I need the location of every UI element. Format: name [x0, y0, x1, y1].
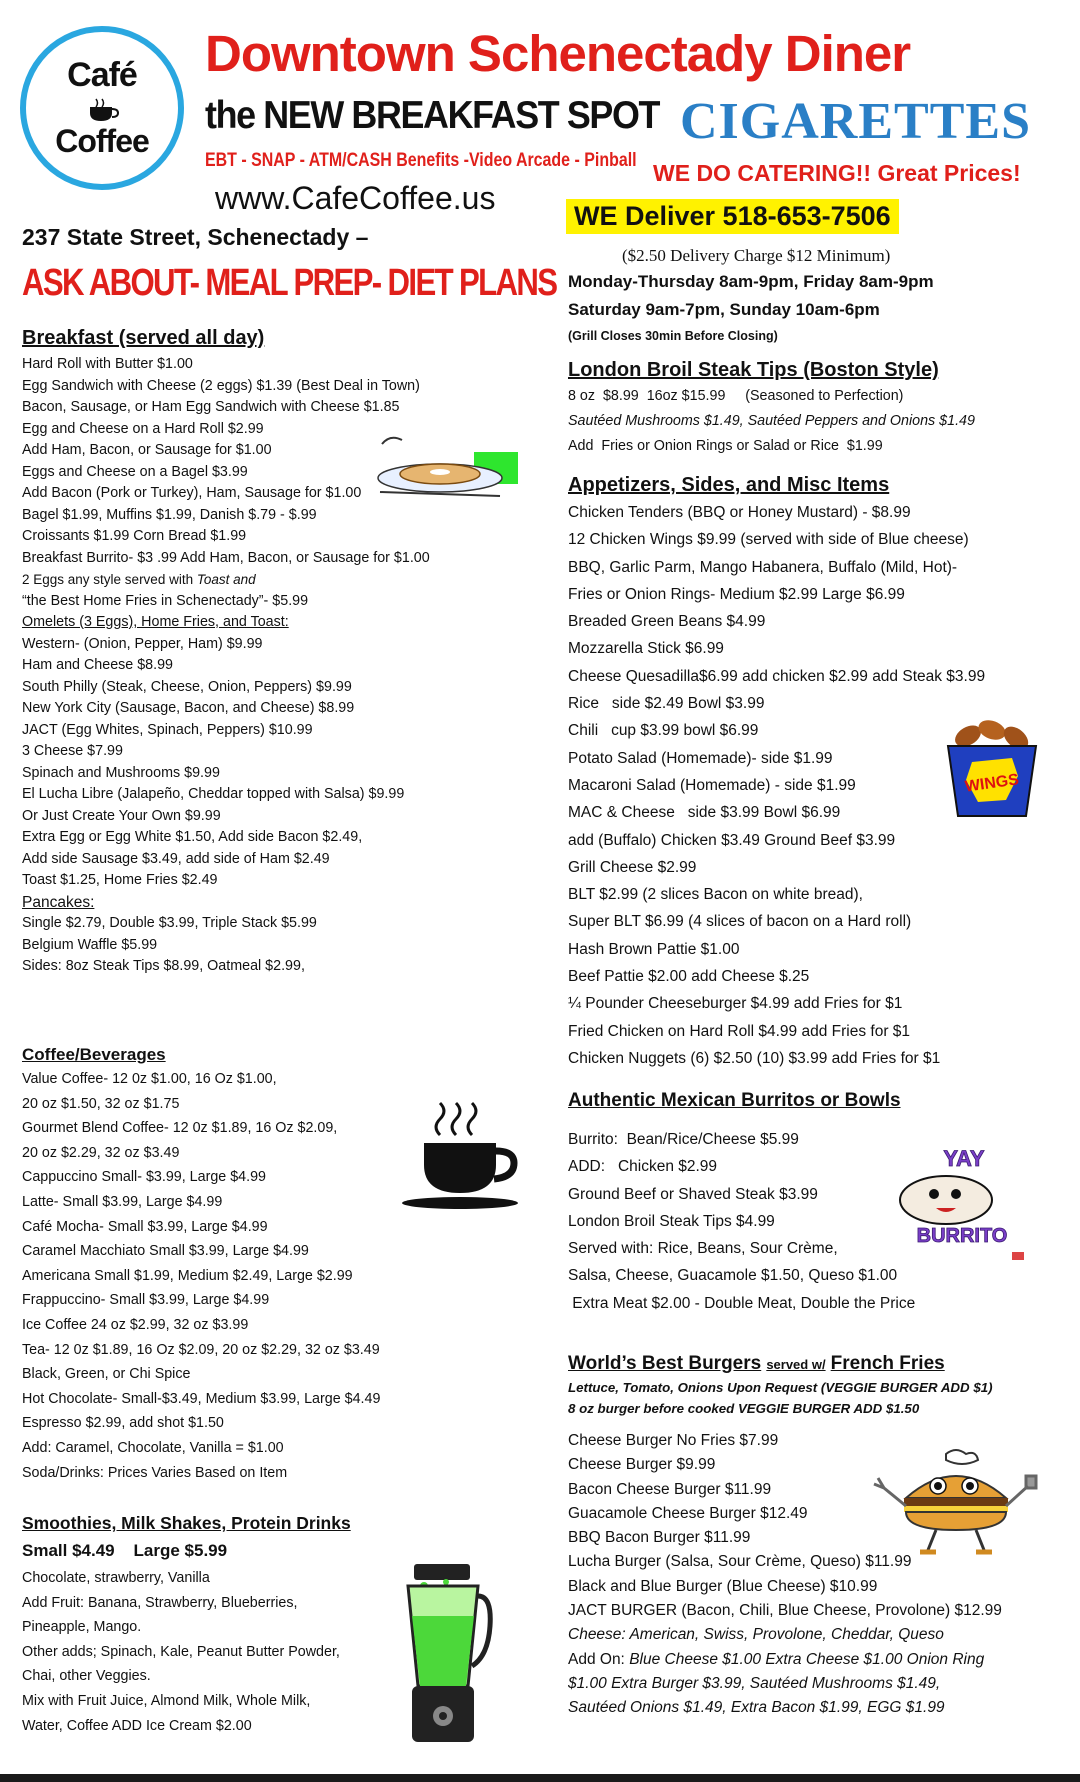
- list-item: Caramel Macchiato Small $3.99, Large $4.99: [22, 1243, 309, 1260]
- list-item: Egg Sandwich with Cheese (2 eggs) $1.39 (Best Deal in Town): [22, 377, 420, 394]
- list-item: 3 Cheese $7.99: [22, 743, 123, 759]
- cigarettes-label: CIGARETTES: [680, 93, 1031, 150]
- list-item: Grill Cheese $2.99: [568, 858, 697, 876]
- logo-bottom-text: Coffee: [55, 123, 149, 159]
- list-item: Sautéed Mushrooms $1.49, Sautéed Peppers and Onions $1.49: [568, 413, 975, 429]
- list-item: Beef Pattie $2.00 add Cheese $.25: [568, 968, 810, 986]
- list-item: Add Bacon (Pork or Turkey), Ham, Sausage for $1.00: [22, 485, 362, 501]
- list-item: 12 Chicken Wings $9.99 (served with side of Blue cheese): [568, 531, 969, 549]
- addon-line-1: [568, 1648, 1002, 1672]
- list-item: Value Coffee- 12 0z $1.00, 16 Oz $1.00,: [22, 1071, 277, 1087]
- list-item: Mix with Fruit Juice, Almond Milk, Whole Milk,: [22, 1692, 311, 1709]
- list-item: Super BLT $6.99 (4 slices of bacon on a Hard roll): [568, 913, 912, 931]
- list-item: New York City (Sausage, Bacon, and Cheese) $8.99: [22, 700, 355, 716]
- burger-mascot-icon: [866, 1448, 1048, 1568]
- list-item: Black, Green, or Chi Spice: [22, 1366, 191, 1383]
- list-item: Served with: Rice, Beans, Sour Crème,: [568, 1240, 838, 1258]
- list-item: Salsa, Cheese, Guacamole $1.50, Queso $1.00: [568, 1267, 898, 1285]
- addon-label: Add On:: [568, 1650, 625, 1668]
- list-item: Add side Sausage $3.49, add side of Ham $2.49: [22, 850, 330, 867]
- burrito-art-word-2: BURRITO: [916, 1225, 1008, 1247]
- list-item: Black and Blue Burger (Blue Cheese) $10.99: [568, 1577, 878, 1595]
- list-item: Café Mocha- Small $3.99, Large $4.99: [22, 1218, 268, 1235]
- list-item: Add Fruit: Banana, Strawberry, Blueberries,: [22, 1594, 298, 1611]
- burritos-section: [568, 1090, 915, 1317]
- bagel-plate-icon: [370, 432, 522, 500]
- list-item-eggs: [22, 569, 430, 591]
- omelets-heading: Omelets (3 Eggs), Home Fries, and Toast:: [22, 614, 289, 630]
- list-item: Macaroni Salad (Homemade) - side $1.99: [568, 776, 856, 794]
- diner-title: Downtown Schenectady Diner: [205, 25, 911, 82]
- list-item: Ice Coffee 24 oz $2.99, 32 oz $3.99: [22, 1316, 249, 1333]
- burger-note-2: 8 oz burger before cooked VEGGIE BURGER ADD $1.50: [568, 1401, 920, 1416]
- bottom-border: [0, 1774, 1080, 1782]
- hours-weekend: Saturday 9am-7pm, Sunday 10am-6pm: [568, 300, 880, 319]
- list-item: Burrito: Bean/Rice/Cheese $5.99: [568, 1131, 799, 1148]
- breakfast-section: [22, 327, 430, 978]
- list-item: Lucha Burger (Salsa, Sour Crème, Queso) $11.99: [568, 1553, 912, 1571]
- list-item: BBQ, Garlic Parm, Mango Habanera, Buffalo (Mild, Hot)-: [568, 558, 958, 576]
- steak-heading: London Broil Steak Tips (Boston Style): [568, 359, 939, 381]
- cafe-coffee-logo: [20, 26, 184, 190]
- list-item: Breakfast Burrito- $3 .99 Add Ham, Bacon, or Sausage for $1.00: [22, 549, 430, 566]
- yay-burrito-icon: [880, 1142, 1030, 1266]
- list-item: Cheese Burger $9.99: [568, 1456, 716, 1474]
- breakfast-heading: Breakfast (served all day): [22, 327, 265, 349]
- list-item: Ham and Cheese $8.99: [22, 657, 174, 673]
- list-item: add (Buffalo) Chicken $3.49 Ground Beef $3.99: [568, 831, 896, 849]
- addon-line-3: Sautéed Onions $1.49, Extra Bacon $1.99, EGG $1.99: [568, 1699, 945, 1717]
- list-item: Espresso $2.99, add shot $1.50: [22, 1415, 224, 1432]
- logo-top-text: Café: [67, 56, 137, 94]
- benefits-line: EBT - SNAP - ATM/CASH Benefits -Video Arcade - Pinball: [205, 150, 637, 171]
- list-item: Extra Egg or Egg White $1.50, Add side Bacon $2.49,: [22, 829, 363, 845]
- list-item: Latte- Small $3.99, Large $4.99: [22, 1193, 223, 1210]
- burgers-heading: [568, 1353, 1002, 1375]
- list-item: London Broil Steak Tips $4.99: [568, 1212, 775, 1230]
- list-item: Fries or Onion Rings- Medium $2.99 Large $6.99: [568, 585, 905, 603]
- list-item: Croissants $1.99 Corn Bread $1.99: [22, 528, 247, 544]
- burger-note-1: Lettuce, Tomato, Onions Upon Request (VEGGIE BURGER ADD $1): [568, 1380, 993, 1395]
- list-item: Mozzarella Stick $6.99: [568, 640, 724, 658]
- burritos-list: [568, 1126, 915, 1317]
- list-item: Chai, other Veggies.: [22, 1668, 151, 1685]
- list-item: Western- (Onion, Pepper, Ham) $9.99: [22, 635, 263, 652]
- smoothies-list: [22, 1566, 351, 1738]
- list-item: Bagel $1.99, Muffins $1.99, Danish $.79 - $.99: [22, 506, 317, 523]
- list-item: Guacamole Cheese Burger $12.49: [568, 1504, 808, 1522]
- coffee-list: [22, 1067, 380, 1485]
- addon-line-2: $1.00 Extra Burger $3.99, Sautéed Mushrooms $1.49,: [568, 1674, 941, 1692]
- eggs-text: 2 Eggs any style served with: [22, 572, 194, 587]
- meal-prep-banner: ASK ABOUT- MEAL PREP- DIET PLANS: [22, 262, 557, 304]
- eggs-text-italic: Toast and: [196, 572, 256, 587]
- list-item: Soda/Drinks: Prices Varies Based on Item: [22, 1464, 288, 1481]
- list-item: Other adds; Spinach, Kale, Peanut Butter Powder,: [22, 1643, 340, 1660]
- list-item: Egg and Cheese on a Hard Roll $2.99: [22, 420, 264, 437]
- pancakes-heading: Pancakes:: [22, 893, 95, 911]
- burritos-heading: Authentic Mexican Burritos or Bowls: [568, 1090, 901, 1111]
- list-item: Belgium Waffle $5.99: [22, 936, 158, 953]
- list-item: 20 oz $1.50, 32 oz $1.75: [22, 1095, 180, 1112]
- steak-section: [568, 359, 975, 459]
- wings-art-text: WINGS: [963, 771, 1020, 796]
- appetizers-list: [568, 499, 985, 1072]
- list-item: Toast $1.25, Home Fries $2.49: [22, 872, 218, 888]
- list-item: Hard Roll with Butter $1.00: [22, 356, 193, 372]
- list-item: ¼ Pounder Cheeseburger $4.99 add Fries for $1: [568, 995, 903, 1013]
- burrito-art-word-1: YAY: [943, 1146, 985, 1171]
- website-link[interactable]: www.CafeCoffee.us: [215, 180, 496, 216]
- list-item: JACT (Egg Whites, Spinach, Peppers) $10.99: [22, 721, 313, 738]
- list-item: Hash Brown Pattie $1.00: [568, 940, 740, 958]
- list-item: BBQ Bacon Burger $11.99: [568, 1529, 751, 1547]
- smoothies-section: [22, 1513, 351, 1738]
- appetizers-section: [568, 474, 985, 1072]
- list-item: Cheese Quesadilla$6.99 add chicken $2.99 add Steak $3.99: [568, 667, 986, 685]
- list-item: Frappuccino- Small $3.99, Large $4.99: [22, 1292, 270, 1309]
- list-item: Chicken Tenders (BBQ or Honey Mustard) - $8.99: [568, 504, 911, 521]
- list-item: Single $2.79, Double $3.99, Triple Stack $5.99: [22, 915, 317, 931]
- catering-line: WE DO CATERING!! Great Prices!: [653, 160, 1021, 186]
- list-item: Bacon Cheese Burger $11.99: [568, 1480, 772, 1498]
- list-item: BLT $2.99 (2 slices Bacon on white bread),: [568, 886, 863, 904]
- coffee-cup-icon: [82, 97, 122, 125]
- list-item: Chocolate, strawberry, Vanilla: [22, 1570, 210, 1586]
- breakfast-list: [22, 354, 430, 978]
- list-item: MAC & Cheese side $3.99 Bowl $6.99: [568, 804, 841, 822]
- list-item: JACT BURGER (Bacon, Chili, Blue Cheese, Provolone) $12.99: [568, 1602, 1002, 1620]
- delivery-charge: ($2.50 Delivery Charge $12 Minimum): [622, 246, 891, 265]
- list-item: South Philly (Steak, Cheese, Onion, Peppers) $9.99: [22, 678, 352, 695]
- list-item: Potato Salad (Homemade)- side $1.99: [568, 749, 833, 767]
- list-item: Rice side $2.49 Bowl $3.99: [568, 695, 765, 713]
- list-item: Sides: 8oz Steak Tips $8.99, Oatmeal $2.99,: [22, 958, 305, 974]
- list-item: Cheese Burger No Fries $7.99: [568, 1432, 779, 1449]
- address: 237 State Street, Schenectady –: [22, 224, 369, 250]
- list-item: Eggs and Cheese on a Bagel $3.99: [22, 463, 248, 480]
- grill-note: (Grill Closes 30min Before Closing): [568, 329, 778, 343]
- list-item: Add: Caramel, Chocolate, Vanilla = $1.00: [22, 1439, 284, 1456]
- list-item: Pineapple, Mango.: [22, 1619, 142, 1636]
- list-item: Bacon, Sausage, or Ham Egg Sandwich with Cheese $1.85: [22, 399, 400, 415]
- list-item: Water, Coffee ADD Ice Cream $2.00: [22, 1717, 252, 1734]
- list-item: Add Ham, Bacon, or Sausage for $1.00: [22, 442, 272, 458]
- list-item: Chicken Nuggets (6) $2.50 (10) $3.99 add Fries for $1: [568, 1049, 941, 1067]
- list-item: Cappuccino Small- $3.99, Large $4.99: [22, 1169, 266, 1186]
- list-item: 8 oz $8.99 16oz $15.99 (Seasoned to Perfection): [568, 388, 904, 404]
- list-item: ADD: Chicken $2.99: [568, 1158, 718, 1176]
- burgers-heading-main: World’s Best Burgers: [568, 1353, 762, 1374]
- list-item: Spinach and Mushrooms $9.99: [22, 764, 220, 781]
- list-item: Ground Beef or Shaved Steak $3.99: [568, 1185, 818, 1203]
- burgers-heading-end: French Fries: [830, 1353, 945, 1374]
- burgers-heading-small: served w/: [766, 1357, 826, 1372]
- subtitle: the NEW BREAKFAST SPOT: [205, 94, 660, 137]
- list-item: Chili cup $3.99 bowl $6.99: [568, 722, 759, 740]
- blender-icon: [398, 1556, 494, 1752]
- list-item: Breaded Green Beans $4.99: [568, 613, 766, 631]
- smoothies-heading: Smoothies, Milk Shakes, Protein Drinks: [22, 1513, 351, 1533]
- list-item: Gourmet Blend Coffee- 12 0z $1.89, 16 Oz $2.09,: [22, 1120, 338, 1137]
- hours-weekday: Monday-Thursday 8am-9pm, Friday 8am-9pm: [568, 272, 934, 291]
- wings-bucket-icon: [942, 716, 1042, 820]
- list-item: “the Best Home Fries in Schenectady”- $5.99: [22, 592, 309, 609]
- list-item: Extra Meat $2.00 - Double Meat, Double the Price: [568, 1294, 916, 1312]
- delivery-phone[interactable]: WE Deliver 518-653-7506: [566, 199, 899, 234]
- appetizers-heading: Appetizers, Sides, and Misc Items: [568, 474, 890, 496]
- cheese-options: Cheese: American, Swiss, Provolone, Cheddar, Queso: [568, 1626, 944, 1644]
- list-item: Americana Small $1.99, Medium $2.49, Large $2.99: [22, 1267, 353, 1284]
- list-item: Tea- 12 0z $1.89, 16 Oz $2.09, 20 oz $2.29, 32 oz $3.49: [22, 1341, 380, 1358]
- addon-text-1: Blue Cheese $1.00 Extra Cheese $1.00 Onion Ring: [629, 1650, 985, 1668]
- list-item: Fried Chicken on Hard Roll $4.99 add Fries for $1: [568, 1022, 911, 1040]
- list-item: El Lucha Libre (Jalapeño, Cheddar topped with Salsa) $9.99: [22, 786, 405, 802]
- list-item: 20 oz $2.29, 32 oz $3.49: [22, 1144, 180, 1161]
- smoothie-sizes: Small $4.49 Large $5.99: [22, 1541, 228, 1560]
- coffee-heading: Coffee/Beverages: [22, 1045, 166, 1064]
- list-item: Add Fries or Onion Rings or Salad or Rice $1.99: [568, 438, 883, 454]
- list-item: Hot Chocolate- Small-$3.49, Medium $3.99, Large $4.49: [22, 1390, 381, 1407]
- list-item: Or Just Create Your Own $9.99: [22, 807, 221, 824]
- coffee-cup-art-icon: [400, 1095, 524, 1215]
- coffee-section: [22, 1045, 380, 1485]
